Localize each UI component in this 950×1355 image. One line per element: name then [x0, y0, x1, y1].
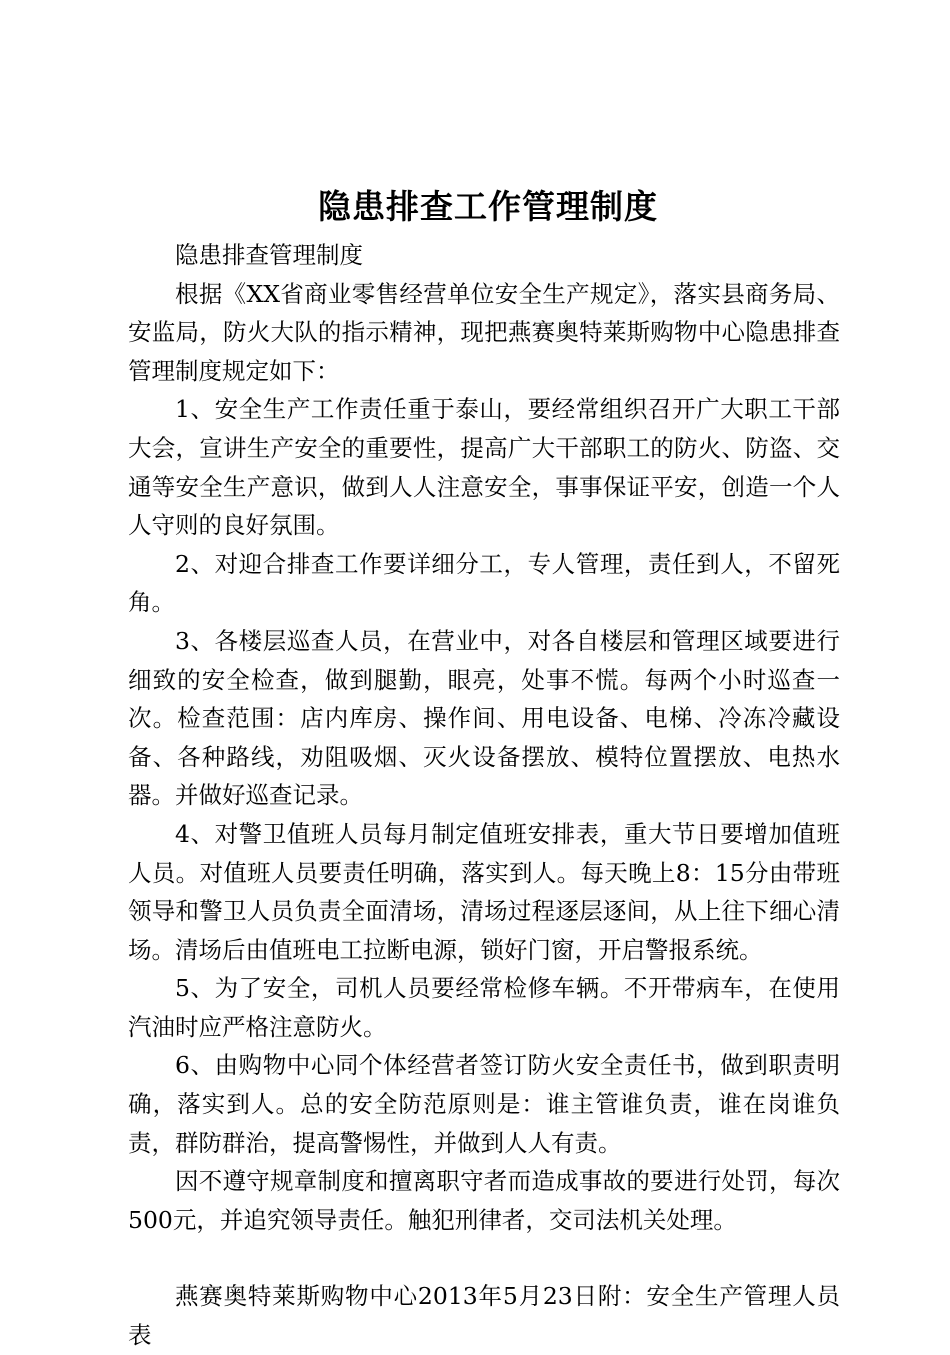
paragraph-rule-1: 1、安全生产工作责任重于泰山，要经常组织召开广大职工干部大会，宣讲生产安全的重要性，提高广大干部职工的防火、防盗、交通等安全生产意识，做到人人注意安全，事事保证平安，创造一个人人守则的良好氛围。 [128, 395, 840, 540]
paragraph-rule-6: 6、由购物中心同个体经营者签订防火安全责任书，做到职责明确，落实到人。总的安全防范原则是：谁主管谁负责，谁在岗谁负责，群防群治，提高警惕性，并做到人人有责。 [128, 1051, 840, 1157]
document-title: 隐患排查工作管理制度 [318, 187, 658, 226]
paragraph-rule-2: 2、对迎合排查工作要详细分工，专人管理，责任到人，不留死角。 [128, 549, 840, 617]
paragraph-rule-4: 4、对警卫值班人员每月制定值班安排表，重大节日要增加值班人员。对值班人员要责任明确，落实到人。每天晚上8：15分由带班领导和警卫人员负责全面清场，清场过程逐层逐间，从上往下细心清场。清场后由值班电工拉断电源，锁好门窗，开启警报系统。 [128, 819, 840, 964]
paragraph-closing: 燕赛奥特莱斯购物中心2013年5月23日附：安全生产管理人员表 [128, 1282, 840, 1350]
paragraph-penalty: 因不遵守规章制度和擅离职守者而造成事故的要进行处罚，每次500元，并追究领导责任。触犯刑律者，交司法机关处理。 [128, 1167, 840, 1234]
blank-line [128, 1239, 840, 1277]
paragraph-intro: 根据《XX省商业零售经营单位安全生产规定》，落实县商务局、安监局，防火大队的指示精神，现把燕赛奥特莱斯购物中心隐患排查管理制度规定如下： [128, 279, 840, 385]
document-page [128, 180, 840, 1355]
paragraph-rule-3: 3、各楼层巡查人员，在营业中，对各自楼层和管理区域要进行细致的安全检查，做到腿勤，眼亮，处事不慌。每两个小时巡查一次。检查范围：店内库房、操作间、用电设备、电梯、冷冻冷藏设备、各种路线，劝阻吸烟、灭火设备摆放、模特位置摆放、电热水器。并做好巡查记录。 [128, 626, 840, 810]
paragraph-subtitle: 隐患排查管理制度 [175, 241, 363, 269]
paragraph-rule-5: 5、为了安全，司机人员要经常检修车辆。不开带病车，在使用汽油时应严格注意防火。 [128, 974, 840, 1041]
